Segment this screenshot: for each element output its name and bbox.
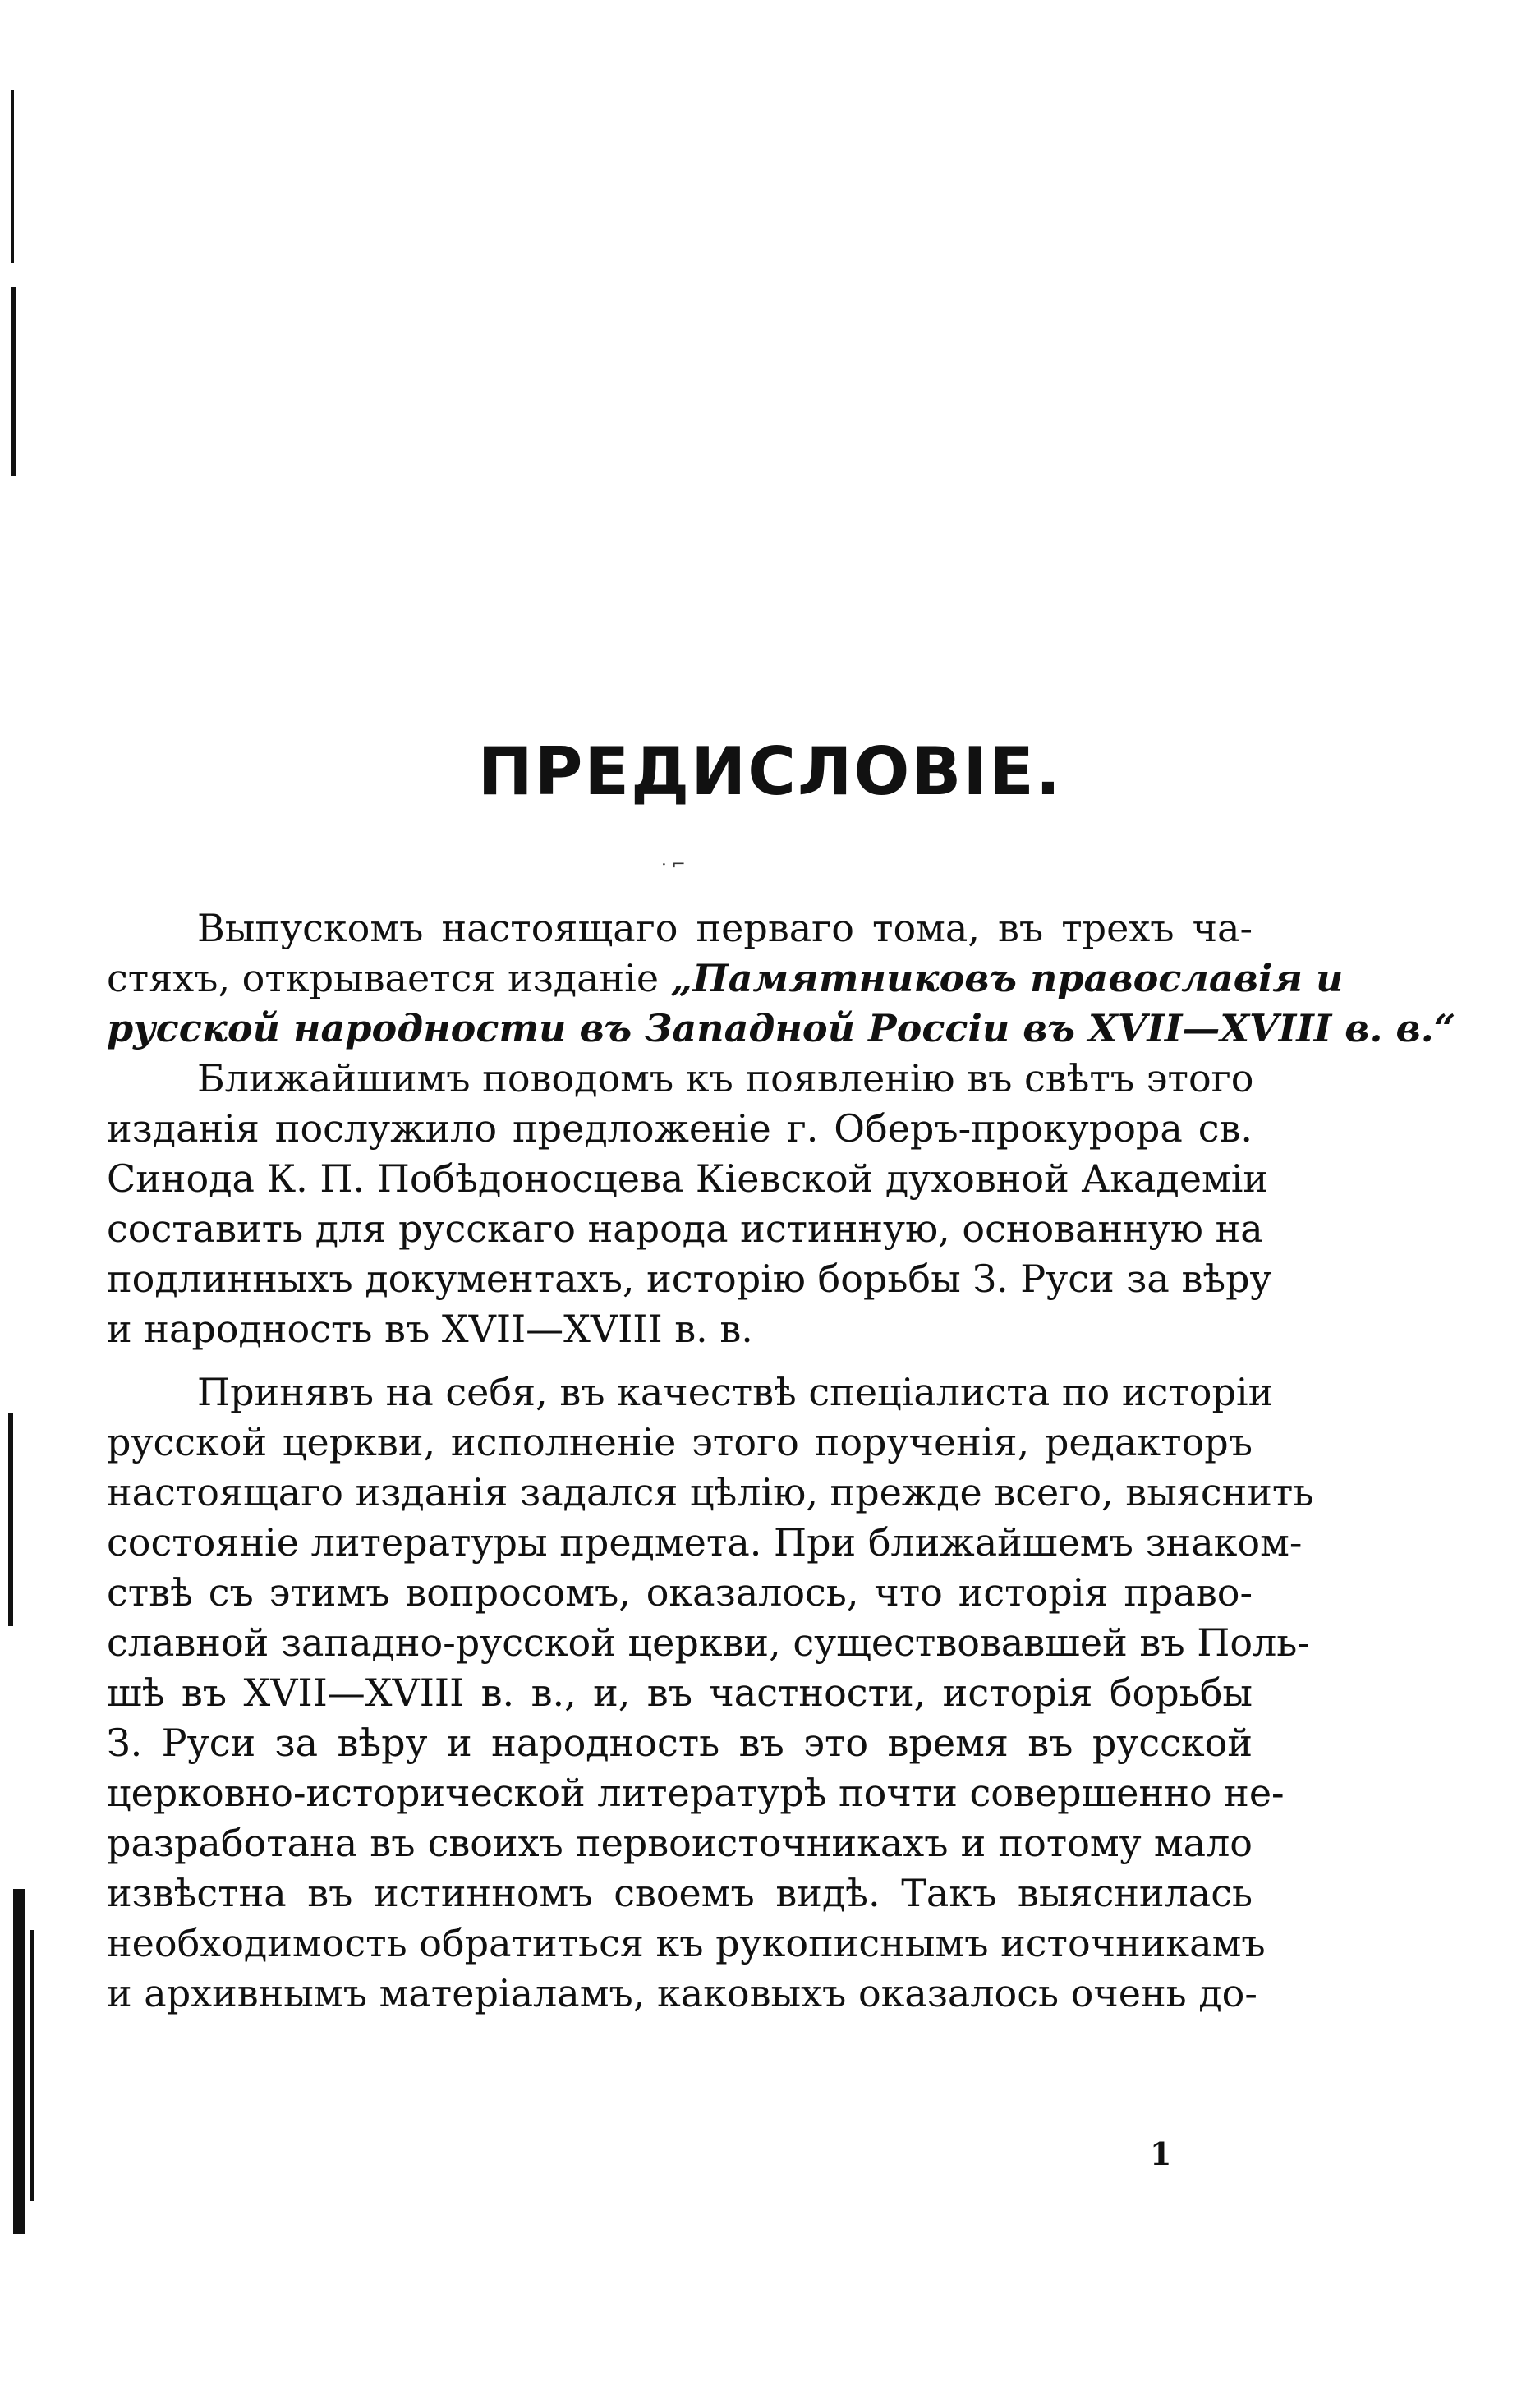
preface-text xyxy=(107,903,1456,2019)
text-line: церковно-исторической литературѣ почти совершенно не- xyxy=(107,1771,1285,1815)
scan-edge-mark xyxy=(11,287,16,476)
text-line: и народность въ XVII—XVIII в. в. xyxy=(107,1307,753,1351)
page-number: 1 xyxy=(1150,2135,1172,2172)
text-line: настоящаго изданія задался цѣлію, прежде всего, выяснить xyxy=(107,1470,1314,1514)
text-line: разработана въ своихъ первоисточникахъ и потому мало xyxy=(107,1821,1253,1865)
text-line: состояніе литературы предмета. При ближайшемъ знаком- xyxy=(107,1520,1303,1565)
text-line: Ближайшимъ поводомъ къ появленію въ свѣтъ этого xyxy=(197,1056,1254,1101)
text-line: шѣ въ XVII—XVIII в. в., и, въ частности, исторія борьбы xyxy=(107,1670,1253,1715)
text-line: ствѣ съ этимъ вопросомъ, оказалось, что исторія право- xyxy=(107,1570,1253,1615)
text-line: необходимость обратиться къ рукописнымъ источникамъ xyxy=(107,1921,1266,1965)
italic-title: „Памятниковъ православія и xyxy=(670,956,1344,1000)
text-line: З. Руси за вѣру и народность въ это время въ русской xyxy=(107,1721,1253,1765)
text-line: подлинныхъ документахъ, исторію борьбы З. Руси за вѣру xyxy=(107,1257,1272,1301)
text-line xyxy=(107,1004,1456,1054)
scan-edge-mark xyxy=(13,1889,25,2234)
text-line: стяхъ, открывается изданіе „Памятниковъ православія и xyxy=(107,956,1344,1000)
italic-title: русской народности въ Западной Россіи въ XVII—XVIII в. в.“ xyxy=(107,1006,1456,1050)
text-line: составить для русскаго народа истинную, основанную на xyxy=(107,1206,1263,1251)
text-line: славной западно-русской церкви, существовавшей въ Поль- xyxy=(107,1620,1310,1665)
text-line: Синода К. П. Побѣдоносцева Кіевской духовной Академіи xyxy=(107,1156,1269,1201)
scan-edge-mark xyxy=(30,1930,34,2201)
paragraph-1 xyxy=(107,903,1456,1054)
text-line: Выпускомъ настоящаго перваго тома, въ трехъ ча- xyxy=(197,906,1253,950)
paragraph-3 xyxy=(107,1367,1314,2019)
title-ornament: · ⌐ xyxy=(661,854,686,874)
page-title: ПРЕДИСЛОВІЕ. xyxy=(477,733,1063,810)
text-line: русской церкви, исполненіе этого порученія, редакторъ xyxy=(107,1420,1253,1464)
text-line: извѣстна въ истинномъ своемъ видѣ. Такъ выяснилась xyxy=(107,1871,1253,1915)
text-line: изданія послужило предложеніе г. Оберъ-прокурора св. xyxy=(107,1106,1253,1151)
paragraph-2 xyxy=(107,1054,1272,1354)
scan-edge-mark xyxy=(11,90,14,263)
text-line: и архивнымъ матеріаламъ, каковыхъ оказалось очень до- xyxy=(107,1971,1257,2015)
text-line: Принявъ на себя, въ качествѣ спеціалиста по исторіи xyxy=(197,1370,1274,1414)
scan-edge-mark xyxy=(8,1413,13,1626)
